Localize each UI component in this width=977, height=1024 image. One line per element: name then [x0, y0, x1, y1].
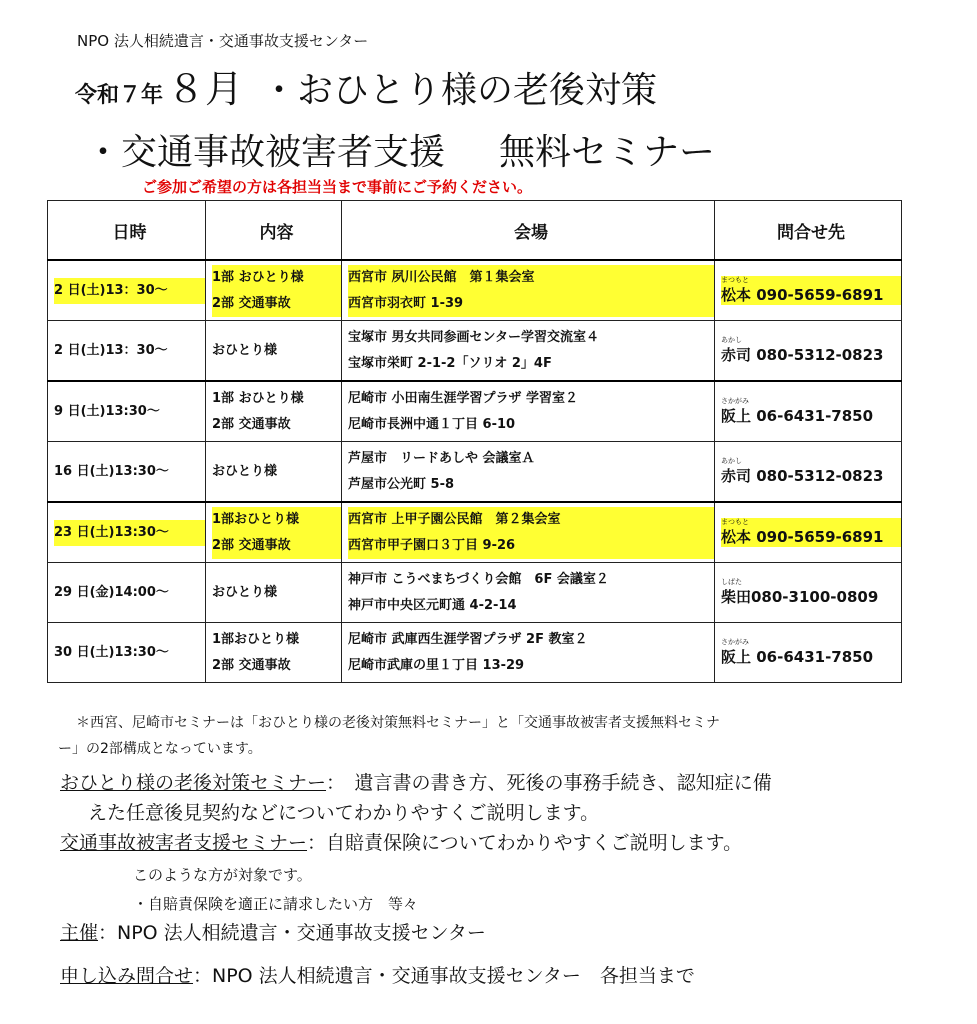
- contact-cell: [715, 260, 902, 321]
- table-header-row: [48, 201, 902, 261]
- seminar1-description-cont: えた任意後見契約などについてわかりやすくご説明します。: [88, 802, 600, 824]
- contact-phone: 松本 090-5659-6891: [721, 528, 884, 546]
- contact-furigana: さかがみ: [721, 397, 749, 405]
- title-line-1: [75, 58, 657, 113]
- contact-furigana: あかし: [721, 457, 742, 465]
- venue-address: 宝塚市栄町 2-1-2「ソリオ 2」4F: [348, 355, 552, 371]
- date-text: 2 日(土)13：30～: [54, 342, 168, 358]
- table-row: [48, 563, 902, 623]
- title-free-seminar: 無料セミナー: [499, 132, 716, 173]
- note-line: ー」の2部構成となっています。: [58, 741, 262, 757]
- contact-furigana: まつもと: [721, 276, 749, 284]
- date-cell: [48, 623, 206, 683]
- content-cell: [206, 563, 342, 623]
- seminar1-title: おひとり様の老後対策セミナー: [60, 772, 327, 794]
- content-text: おひとり様: [212, 463, 278, 479]
- date-cell: [48, 381, 206, 442]
- contact-phone: 阪上 06-6431-7850: [721, 407, 874, 425]
- date-cell: [48, 260, 206, 321]
- header-contact: 問合せ先: [715, 201, 902, 261]
- date-cell: [48, 563, 206, 623]
- note-line: ＊西宮、尼崎市セミナーは「おひとり様の老後対策無料セミナー」と「交通事故被害者支援無料セミナ: [76, 715, 720, 731]
- content-text: 2部 交通事故: [212, 416, 291, 432]
- table-row: [48, 623, 902, 683]
- venue-cell: [342, 321, 715, 382]
- organization-name: NPO 法人相続遺言・交通事故支援センター: [77, 32, 369, 50]
- reservation-notice: ご参加ご希望の方は各担当当まで事前にご予約ください。: [142, 178, 533, 196]
- contact-phone: 赤司 080-5312-0823: [721, 467, 884, 485]
- venue-cell: [342, 502, 715, 563]
- content-cell: [206, 381, 342, 442]
- seminar2-description: [60, 828, 742, 858]
- content-text: 1部 おひとり様: [212, 390, 304, 406]
- host-label: 主催: [60, 922, 99, 944]
- venue-address: 西宮市甲子園口３丁目 9-26: [348, 533, 714, 559]
- venue-cell: [342, 563, 715, 623]
- table-row: [48, 381, 902, 442]
- venue-address: 尼崎市長洲中通１丁目 6-10: [348, 416, 516, 432]
- venue-address: 尼崎市武庫の里１丁目 13-29: [348, 657, 525, 673]
- target-item: ・自賠責保険を適正に請求したい方 等々: [133, 895, 419, 913]
- date-text: 16 日(土)13:30～: [54, 463, 169, 479]
- content-text: 1部 おひとり様: [212, 265, 341, 291]
- host-text: ：NPO 法人相続遺言・交通事故支援センター: [98, 922, 486, 944]
- venue-cell: [342, 442, 715, 503]
- content-cell: [206, 442, 342, 503]
- content-text: 1部おひとり様: [212, 631, 300, 647]
- header-content: 内容: [206, 201, 342, 261]
- date-text: 23 日(土)13:30～: [54, 520, 205, 546]
- table-row: [48, 260, 902, 321]
- venue-name: 芦屋市 リードあしや 会議室Ａ: [348, 450, 535, 466]
- contact-phone: 柴田080-3100-0809: [721, 588, 879, 606]
- apply-text: ：NPO 法人相続遺言・交通事故支援センター 各担当まで: [193, 965, 695, 987]
- venue-name: 西宮市 夙川公民館 第１集会室: [348, 265, 714, 291]
- month-label: ８月: [167, 67, 244, 111]
- contact-cell: [715, 381, 902, 442]
- venue-address: 芦屋市公光町 5-8: [348, 476, 455, 492]
- content-text: おひとり様: [212, 342, 278, 358]
- content-cell: [206, 623, 342, 683]
- venue-cell: [342, 381, 715, 442]
- date-cell: [48, 442, 206, 503]
- two-part-note: [58, 710, 918, 762]
- venue-cell: [342, 623, 715, 683]
- host-line: [60, 918, 486, 948]
- seminar1-description: [60, 768, 772, 798]
- content-cell: [206, 502, 342, 563]
- contact-furigana: しばた: [721, 578, 742, 586]
- table-row: [48, 502, 902, 563]
- content-text: 2部 交通事故: [212, 657, 291, 673]
- content-text: 1部おひとり様: [212, 507, 341, 533]
- target-intro: このような方が対象です。: [133, 866, 312, 884]
- content-text: 2部 交通事故: [212, 533, 341, 559]
- date-cell: [48, 321, 206, 382]
- apply-line: [60, 961, 695, 991]
- venue-name: 尼崎市 小田南生涯学習プラザ 学習室２: [348, 390, 579, 406]
- content-text: おひとり様: [212, 584, 278, 600]
- contact-cell: [715, 502, 902, 563]
- date-text: 9 日(土)13:30～: [54, 403, 160, 419]
- title-line-2: [85, 124, 715, 175]
- contact-cell: [715, 321, 902, 382]
- date-text: 30 日(土)13:30～: [54, 644, 169, 660]
- venue-cell: [342, 260, 715, 321]
- table-row: [48, 442, 902, 503]
- content-text: 2部 交通事故: [212, 291, 341, 317]
- date-text: 2 日(土)13：30～: [54, 278, 205, 304]
- seminar2-text: ：自賠責保険についてわかりやすくご説明します。: [307, 832, 743, 854]
- contact-cell: [715, 623, 902, 683]
- header-venue: 会場: [342, 201, 715, 261]
- content-cell: [206, 321, 342, 382]
- date-cell: [48, 502, 206, 563]
- contact-furigana: さかがみ: [721, 638, 749, 646]
- contact-phone: 阪上 06-6431-7850: [721, 648, 874, 666]
- era-label: 令和７年: [75, 83, 164, 108]
- venue-name: 神戸市 こうべまちづくり会館 6F 会議室２: [348, 571, 609, 587]
- title-seminar-1: ・おひとり様の老後対策: [261, 70, 658, 111]
- venue-address: 西宮市羽衣町 1-39: [348, 291, 714, 317]
- venue-name: 西宮市 上甲子園公民館 第２集会室: [348, 507, 714, 533]
- contact-phone: 赤司 080-5312-0823: [721, 346, 884, 364]
- apply-label: 申し込み問合せ: [60, 965, 194, 987]
- date-text: 29 日(金)14:00～: [54, 584, 169, 600]
- table-row: [48, 321, 902, 382]
- contact-furigana: あかし: [721, 336, 742, 344]
- contact-furigana: まつもと: [721, 518, 749, 526]
- contact-cell: [715, 442, 902, 503]
- title-seminar-2: ・交通事故被害者支援: [85, 132, 446, 173]
- header-datetime: 日時: [48, 201, 206, 261]
- contact-cell: [715, 563, 902, 623]
- seminar2-title: 交通事故被害者支援セミナー: [60, 832, 308, 854]
- seminar1-text: ： 遺言書の書き方、死後の事務手続き、認知症に備: [326, 772, 772, 794]
- schedule-table: [47, 200, 902, 683]
- venue-name: 尼崎市 武庫西生涯学習プラザ 2F 教室２: [348, 631, 588, 647]
- contact-phone: 松本 090-5659-6891: [721, 286, 884, 304]
- venue-name: 宝塚市 男女共同参画センター学習交流室４: [348, 329, 600, 345]
- content-cell: [206, 260, 342, 321]
- venue-address: 神戸市中央区元町通 4-2-14: [348, 597, 517, 613]
